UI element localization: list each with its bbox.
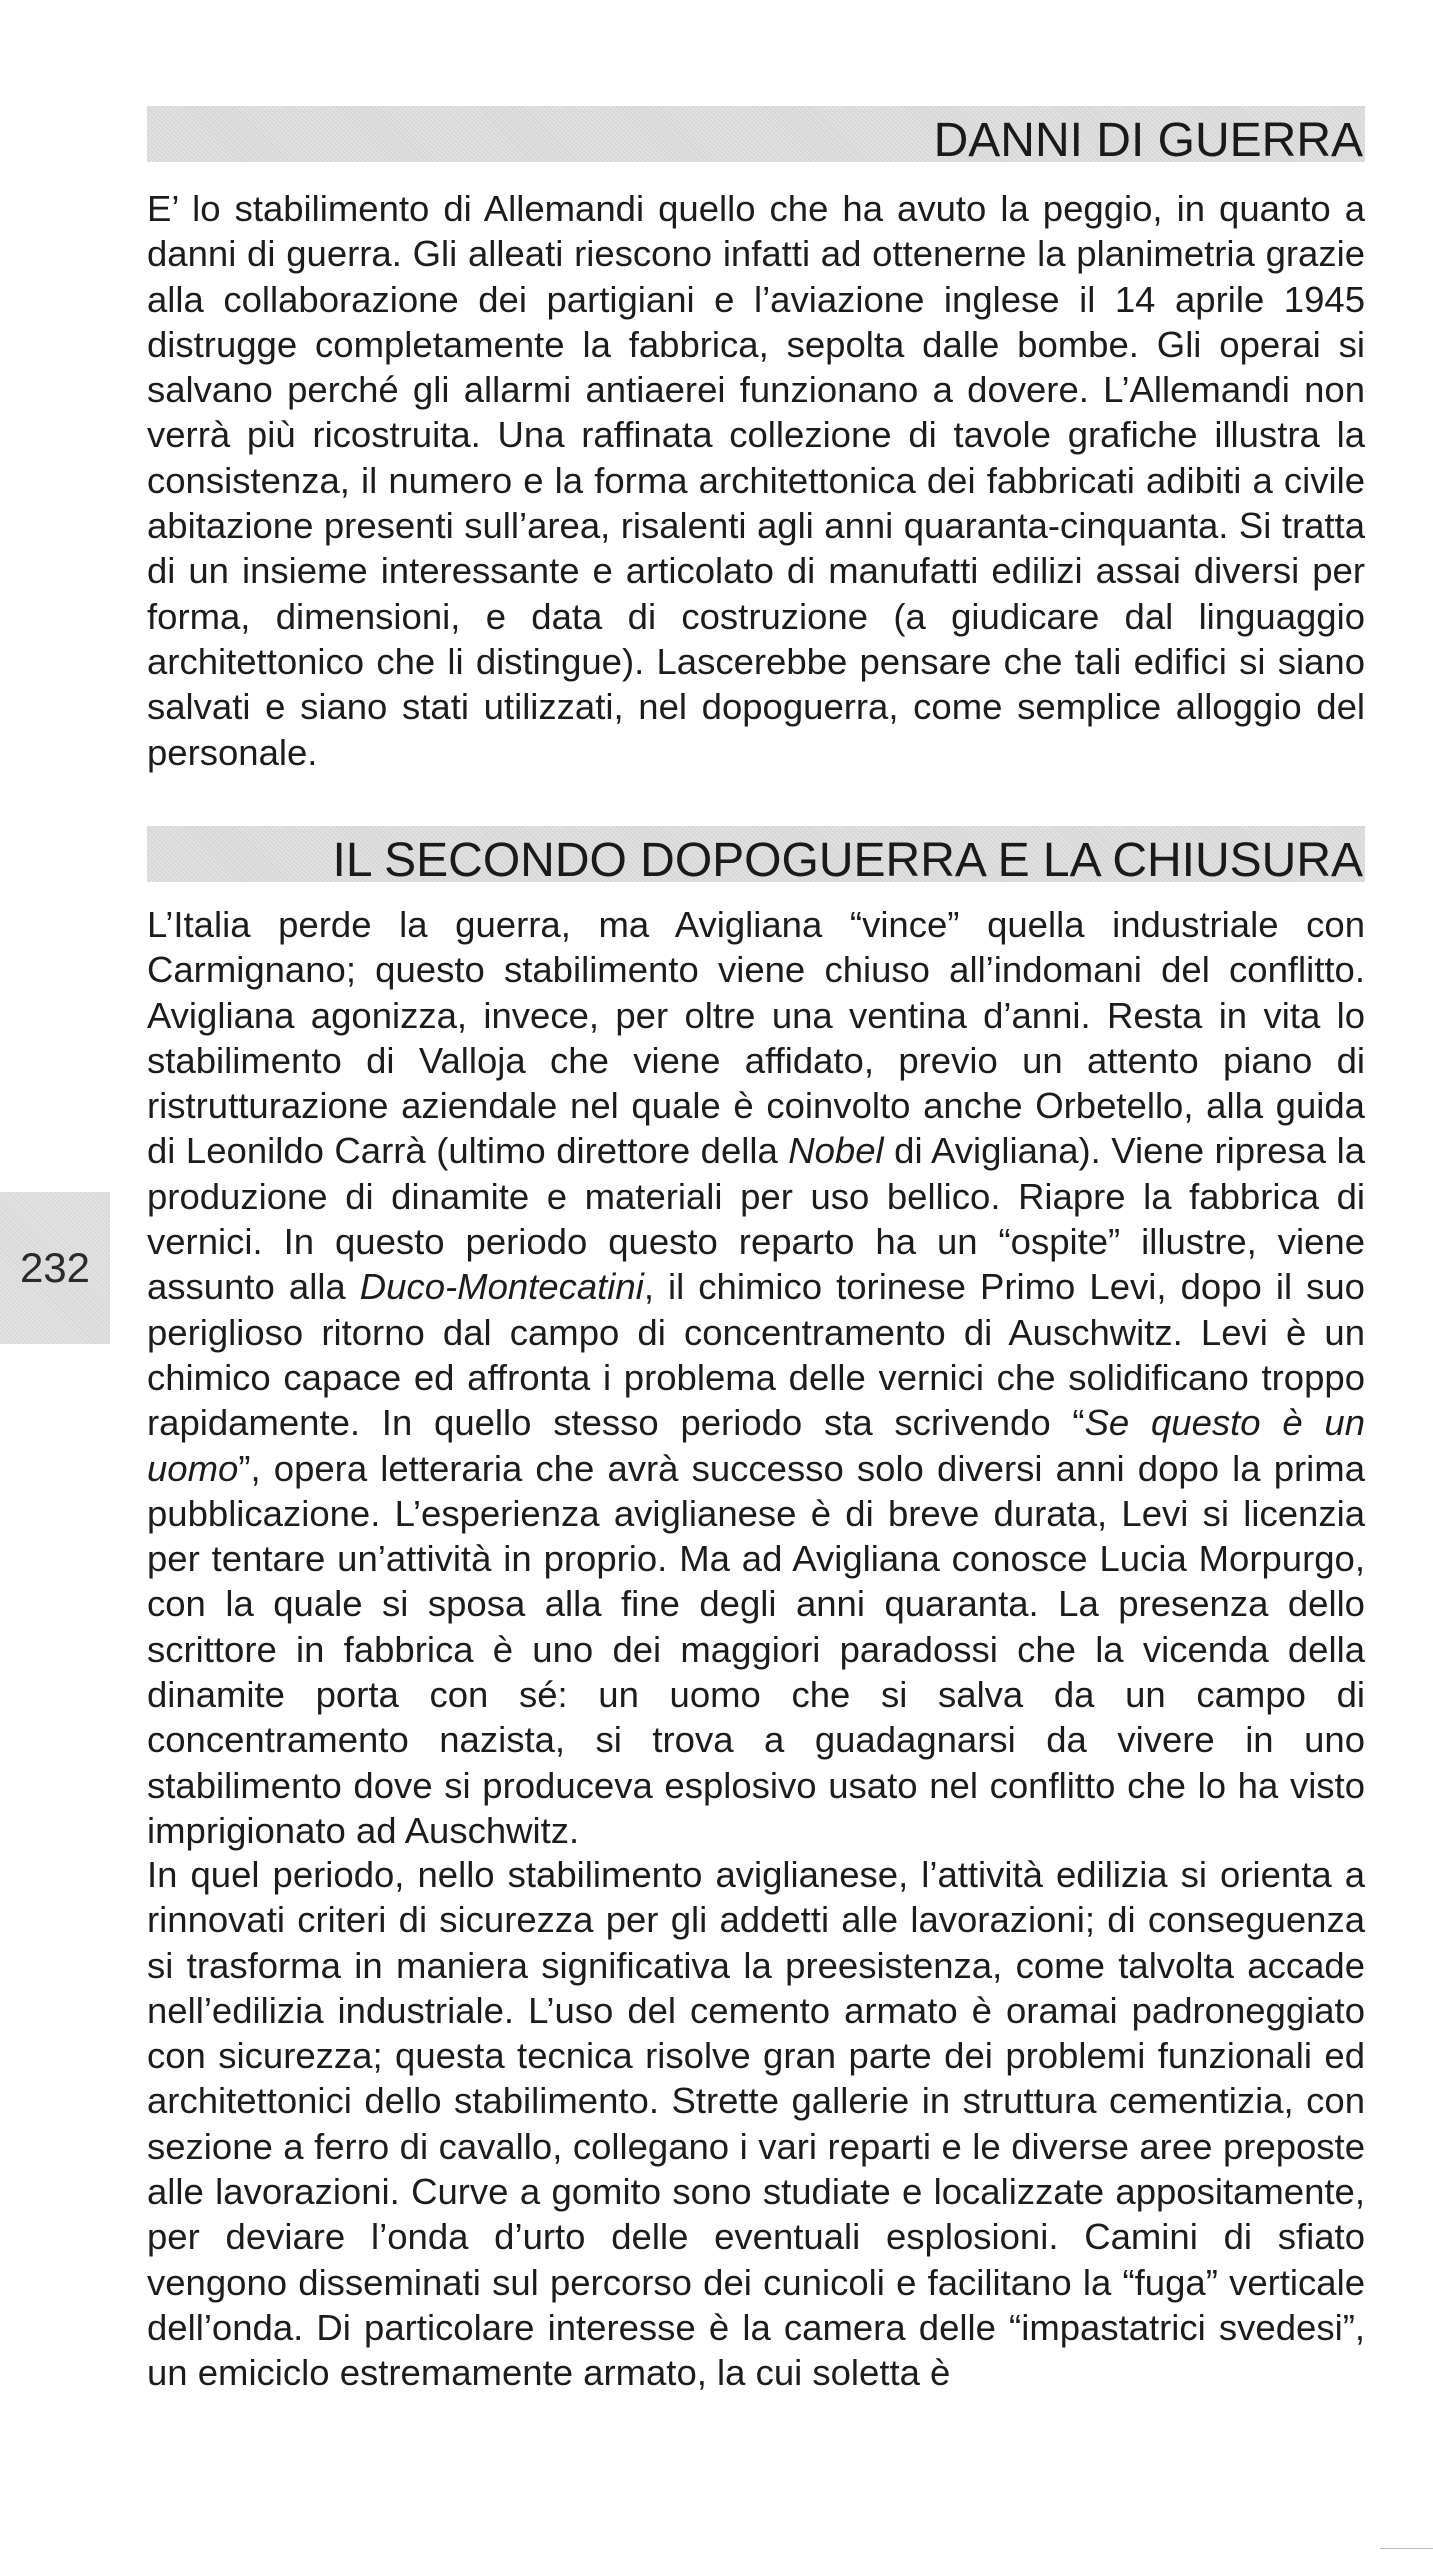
text-run: L’Italia perde la guerra, ma Avigliana “vince” quella industriale con Carmignano; questo stabilimento viene chiuso all’indomani del conflitto. Avigliana agonizza, invece, per oltre una ventina d’anni. Resta in vita lo stabilimento di Valloja che viene affidato, previo un attento piano di ristrutturazione aziendale nel quale è coinvolto anche Orbetello, alla guida di Leonildo Carrà (ultimo direttore della: [147, 904, 1365, 1172]
paragraph: In quel periodo, nello stabilimento aviglianese, l’attività edilizia si orienta a rinnovati criteri di sicurezza per gli addetti alle lavorazioni; di conseguenza si trasforma in maniera significativa la preesistenza, come talvolta accade nell’edilizia industriale. L’uso del cemento armato è oramai padroneggiato con sicurezza; questa tecnica risolve gran parte dei problemi funzionali ed architettonici dello stabilimento. Strette gallerie in struttura cementizia, con sezione a ferro di cavallo, collegano i vari reparti e le diverse aree preposte alle lavorazioni. Curve a gomito sono studiate e localizzate appositamente, per deviare l’onda d’urto delle eventuali esplosioni. Camini di sfiato vengono disseminati sul percorso dei cunicoli e facilitano la “fuga” verticale dell’onda. Di particolare interesse è la camera delle “impastatrici svedesi”, un emiciclo estremamente armato, la cui soletta è: [147, 1854, 1365, 2394]
text-run: , il chimico torinese Primo Levi, dopo il suo periglioso ritorno dal campo di concentramento di Auschwitz. Levi è un chimico capace ed affronta i problema delle vernici che solidificano troppo rapidamente. In quello stesso periodo sta scrivendo “: [147, 1266, 1365, 1444]
section-heading-danni-di-guerra: DANNI DI GUERRA: [147, 106, 1365, 162]
paragraph: E’ lo stabilimento di Allemandi quello che ha avuto la peggio, in quanto a danni di guerra. Gli alleati riescono infatti ad ottenerne la planimetria grazie alla collaborazione dei partigiani e l’aviazione inglese il 14 aprile 1945 distrugge completamente la fabbrica, sepolta dalle bombe. Gli operai si salvano perché gli allarmi antiaerei funzionano a dovere. L’Allemandi non verrà più ricostruita. Una raffinata collezione di tavole grafiche illustra la consistenza, il numero e la forma architettonica dei fabbricati adibiti a civile abitazione presenti sull’area, risalenti agli anni quaranta-cinquanta. Si tratta di un insieme interessante e articolato di manufatti edilizi assai diversi per forma, dimensioni, e data di costruzione (a giudicare dal linguaggio architettonico che li distingue). Lascerebbe pensare che tali edifici si siano salvati e siano stati utilizzati, nel dopoguerra, come semplice alloggio del personale.: [147, 188, 1365, 773]
italic-run: Se questo è un uomo: [147, 1402, 1366, 1489]
text-run: ”, opera letteraria che avrà successo solo diversi anni dopo la prima pubblicazione. L’esperienza aviglianese è di breve durata, Levi si licenzia per tentare un’attività in proprio. Ma ad Avigliana conosce Lucia Morpurgo, con la quale si sposa alla fine degli anni quaranta. La presenza dello scrittore in fabbrica è uno dei maggiori paradossi che la vicenda della dinamite porta con sé: un uomo che si salva da un campo di concentramento nazista, si trova a guadagnarsi da vivere in uno stabilimento dove si produceva esplosivo usato nel conflitto che lo ha visto imprigionato ad Auschwitz.: [147, 1447, 1365, 1851]
page-number-tab: 232: [0, 1192, 110, 1344]
italic-run: Nobel: [788, 1130, 884, 1172]
paragraph: [147, 902, 1365, 1853]
section-heading-secondo-dopoguerra: IL SECONDO DOPOGUERRA E LA CHIUSURA: [147, 826, 1365, 882]
italic-run: Duco-Montecatini: [359, 1266, 644, 1308]
text-run: di Avigliana). Viene ripresa la produzione di dinamite e materiali per uso bellico. Riapre la fabbrica di vernici. In questo periodo questo reparto ha un “ospite” illustre, viene assunto alla: [147, 1130, 1365, 1308]
edge-rule: [1380, 2548, 1433, 2549]
